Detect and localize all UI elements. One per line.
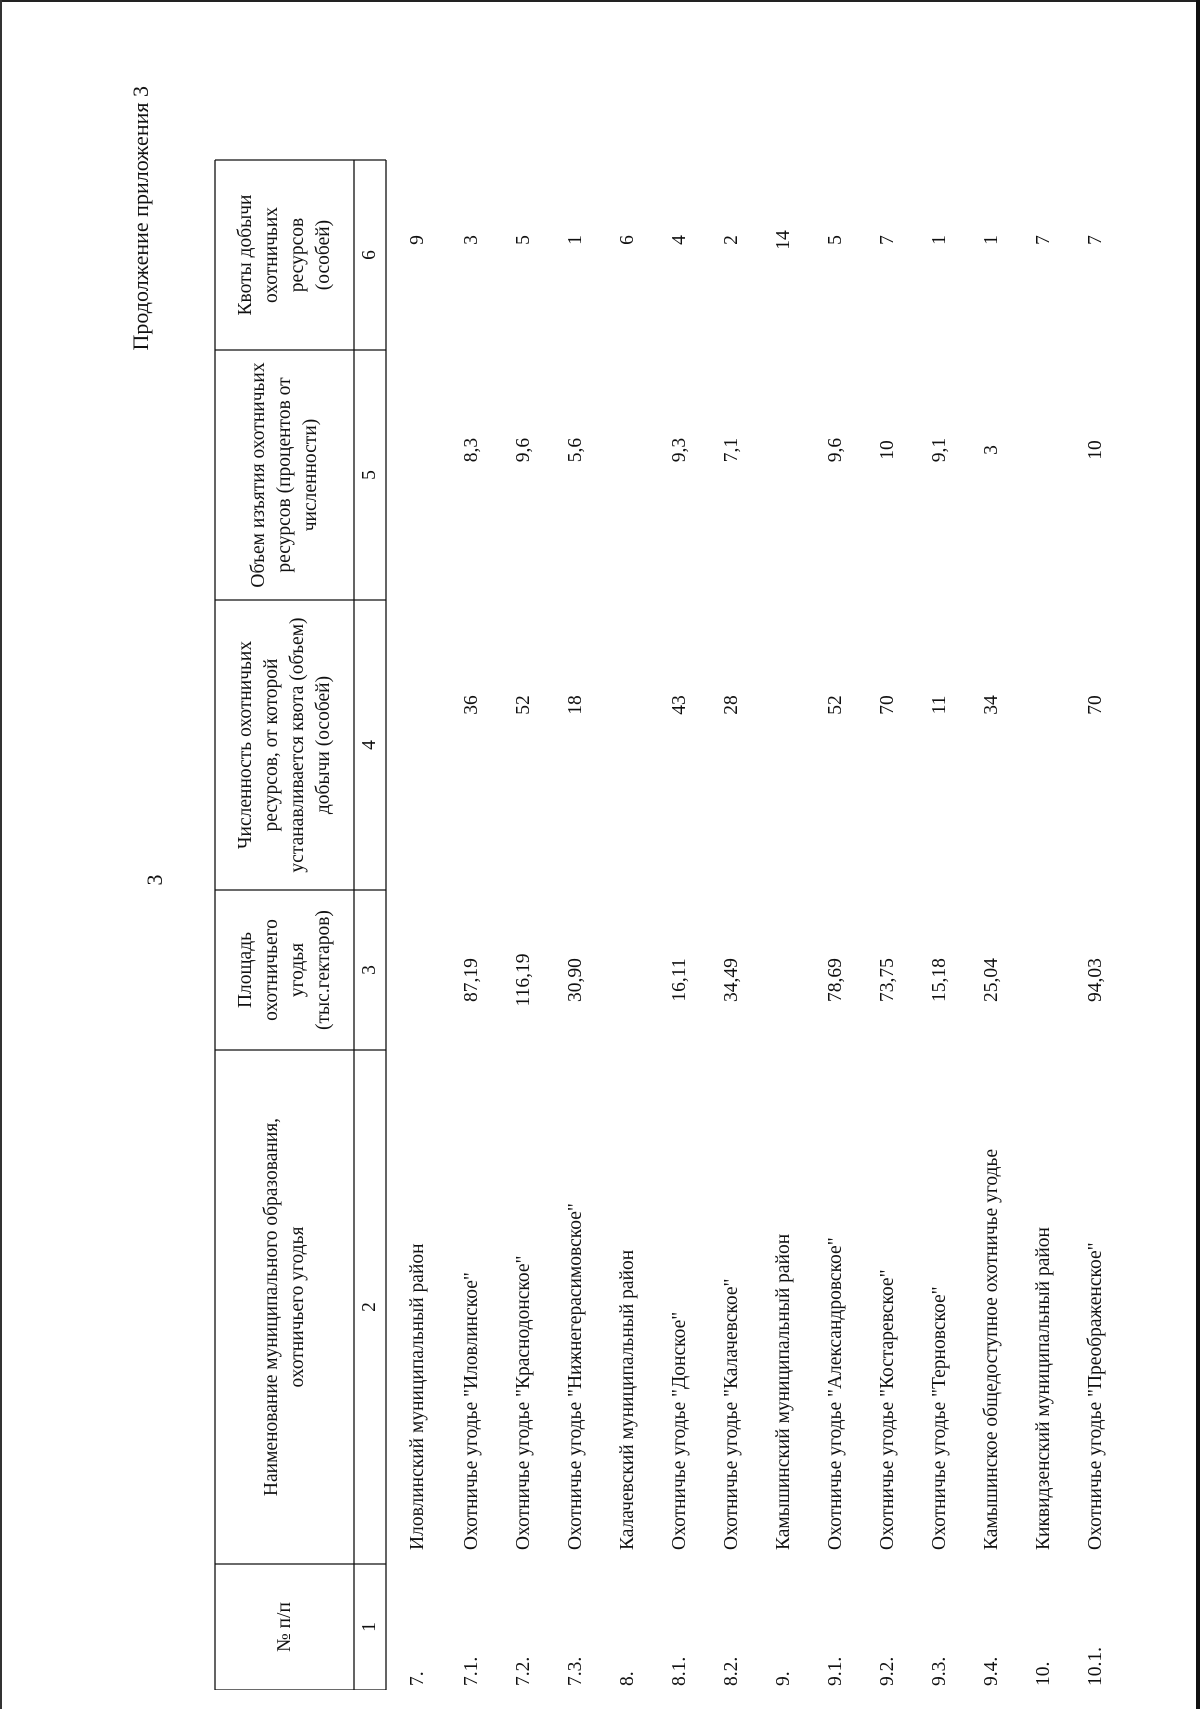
row-name: Охотничье угодье "Александровское" bbox=[825, 1237, 846, 1550]
row-no: 9.3. bbox=[929, 1656, 950, 1686]
header-quota: Квоты добычи охотничьих ресурсов (особей) bbox=[234, 194, 334, 316]
row-count: 36 bbox=[461, 695, 482, 715]
row-no: 7. bbox=[407, 1671, 428, 1686]
row-volume: 10 bbox=[1085, 440, 1106, 460]
row-area: 73,75 bbox=[877, 958, 898, 1002]
row-name: Калачевский муниципальный район bbox=[617, 1249, 638, 1550]
row-volume: 3 bbox=[981, 445, 1002, 455]
row-quota: 3 bbox=[461, 235, 482, 245]
row-volume: 9,6 bbox=[513, 437, 534, 463]
row-area: 87,19 bbox=[461, 958, 482, 1002]
row-no: 10. bbox=[1033, 1661, 1054, 1686]
row-name: Охотничье угодье "Преображенское" bbox=[1085, 1242, 1106, 1550]
row-volume: 10 bbox=[877, 440, 898, 460]
page-number: 3 bbox=[142, 874, 167, 886]
row-area: 16,11 bbox=[669, 958, 690, 1002]
row-volume: 5,6 bbox=[565, 437, 586, 463]
row-count: 34 bbox=[981, 695, 1002, 715]
row-name: Камышинский муниципальный район bbox=[773, 1233, 794, 1550]
row-volume: 9,3 bbox=[669, 437, 690, 463]
row-quota: 7 bbox=[1085, 235, 1106, 245]
header-volume: Объем изъятия охотничьих ресурсов (процентов от численности) bbox=[247, 362, 321, 588]
row-area: 15,18 bbox=[929, 958, 950, 1002]
row-volume: 7,1 bbox=[721, 437, 742, 463]
header-count: Численность охотничьих ресурсов, от которой устанавливается квота (объем) добычи (особей) bbox=[234, 617, 334, 873]
row-no: 10.1. bbox=[1085, 1647, 1106, 1686]
colnum-2: 2 bbox=[359, 1302, 380, 1312]
row-count: 52 bbox=[825, 695, 846, 715]
row-no: 8. bbox=[617, 1671, 638, 1686]
rotated-page bbox=[120, 70, 1160, 1690]
row-no: 8.2. bbox=[721, 1656, 742, 1686]
row-no: 9.4. bbox=[981, 1656, 1002, 1686]
row-quota: 5 bbox=[825, 235, 846, 245]
row-name: Охотничье угодье "Калачевское" bbox=[721, 1278, 742, 1550]
row-quota: 7 bbox=[1033, 235, 1054, 245]
row-area: 30,90 bbox=[565, 958, 586, 1002]
header-no: № п/п bbox=[273, 1602, 295, 1652]
row-count: 43 bbox=[669, 695, 690, 715]
row-quota: 4 bbox=[669, 235, 690, 245]
colnum-6: 6 bbox=[359, 250, 380, 260]
row-quota: 2 bbox=[721, 235, 742, 245]
row-quota: 14 bbox=[773, 230, 794, 250]
row-area: 34,49 bbox=[721, 958, 742, 1002]
row-no: 9.2. bbox=[877, 1656, 898, 1686]
colnum-5: 5 bbox=[359, 470, 380, 480]
scan-edge-right bbox=[1196, 0, 1200, 1709]
row-count: 52 bbox=[513, 695, 534, 715]
colnum-1: 1 bbox=[359, 1622, 380, 1632]
row-area: 25,04 bbox=[981, 958, 1002, 1002]
row-name: Киквидзенский муниципальный район bbox=[1033, 1227, 1054, 1550]
row-count: 70 bbox=[1085, 695, 1106, 715]
row-volume: 9,1 bbox=[929, 437, 950, 463]
row-quota: 7 bbox=[877, 235, 898, 245]
row-area: 78,69 bbox=[825, 958, 846, 1002]
row-quota: 5 bbox=[513, 235, 534, 245]
row-area: 94,03 bbox=[1085, 958, 1106, 1002]
row-quota: 1 bbox=[565, 235, 586, 245]
row-quota: 1 bbox=[981, 235, 1002, 245]
colnum-4: 4 bbox=[359, 740, 380, 750]
header-area: Площадь охотничьего угодья (тыс.гектаров) bbox=[234, 910, 334, 1030]
row-name: Охотничье угодье "Краснодонское" bbox=[513, 1255, 534, 1550]
row-name: Охотничье угодье "Нижнегерасимовское" bbox=[565, 1203, 586, 1550]
row-name: Камышинское общедоступное охотничье угодье bbox=[981, 1149, 1002, 1550]
row-no: 7.1. bbox=[461, 1656, 482, 1686]
row-count: 18 bbox=[565, 695, 586, 715]
header-name: Наименование муниципального образования, охотничьего угодья bbox=[260, 1117, 308, 1497]
row-volume: 9,6 bbox=[825, 437, 846, 463]
row-no: 9. bbox=[773, 1671, 794, 1686]
colnum-3: 3 bbox=[359, 965, 380, 975]
row-name: Охотничье угодье "Костаревское" bbox=[877, 1269, 898, 1550]
row-name: Охотничье угодье "Донское" bbox=[669, 1311, 690, 1550]
row-no: 7.3. bbox=[565, 1656, 586, 1686]
row-volume: 8,3 bbox=[461, 437, 482, 463]
row-count: 11 bbox=[929, 695, 950, 715]
row-area: 116,19 bbox=[513, 953, 534, 1007]
row-count: 28 bbox=[721, 695, 742, 715]
row-name: Охотничье угодье "Терновское" bbox=[929, 1286, 950, 1550]
row-no: 7.2. bbox=[513, 1656, 534, 1686]
row-name: Охотничье угодье "Иловлинское" bbox=[461, 1272, 482, 1550]
row-count: 70 bbox=[877, 695, 898, 715]
row-quota: 1 bbox=[929, 235, 950, 245]
row-quota: 9 bbox=[407, 235, 428, 245]
scan-edge-left bbox=[0, 0, 2, 1709]
row-quota: 6 bbox=[617, 235, 638, 245]
row-no: 8.1. bbox=[669, 1656, 690, 1686]
row-no: 9.1. bbox=[825, 1656, 846, 1686]
continuation-title: Продолжение приложения 3 bbox=[128, 86, 153, 351]
row-name: Иловлинский муниципальный район bbox=[407, 1243, 428, 1550]
scan-edge-top bbox=[0, 0, 1200, 2]
